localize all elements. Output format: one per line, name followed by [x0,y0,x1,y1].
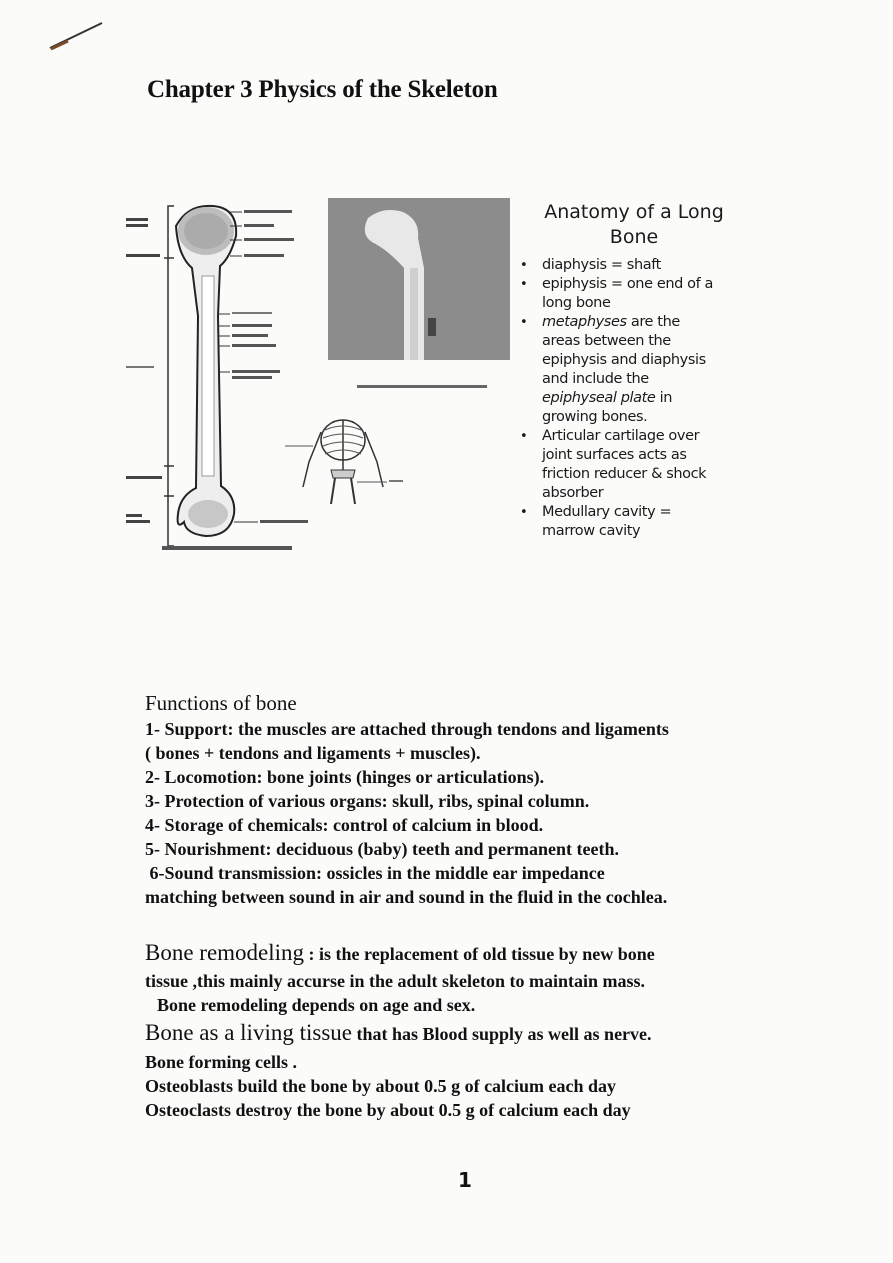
pen-stroke-mark [48,20,108,52]
living-tissue-line: Osteoclasts destroy the bone by about 0.5 g of calcium each day [145,1100,631,1120]
remodeling-line: Bone remodeling : is the replacement of old tissue by new bone [145,940,655,965]
skeleton-figure [283,412,418,512]
anatomy-list [520,256,748,541]
femur-xray-photo [328,198,510,360]
anatomy-long-bone-panel [520,200,748,541]
remodeling-line: Bone remodeling depends on age and sex. [157,995,476,1015]
functions-heading: Functions of bone [145,691,297,715]
page-number: 1 [458,1168,472,1192]
remodeling-section [145,938,785,1122]
living-tissue-line: Bone forming cells . [145,1052,297,1072]
remodeling-line: tissue ,this mainly accurse in the adult skeleton to maintain mass. [145,971,646,991]
list-item: • epiphysis = one end of a long bone [520,275,748,313]
function-line: 1- Support: the muscles are attached through tendons and ligaments [145,719,669,739]
living-tissue-term: Bone as a living tissue [145,1020,352,1045]
functions-section [145,690,785,909]
function-line: matching between sound in air and sound in the fluid in the cochlea. [145,887,668,907]
list-item: • Medullary cavity = marrow cavity [520,503,748,541]
anatomy-title: Anatomy of a Long Bone [544,201,724,248]
list-item: • Articular cartilage over joint surfaces acts as friction reducer & shock absorber [520,427,748,503]
function-line: 6-Sound transmission: ossicles in the middle ear impedance [145,863,605,883]
xray-caption [357,384,487,390]
function-line: ( bones + tendons and ligaments + muscles). [145,743,481,763]
living-tissue-line: Osteoblasts build the bone by about 0.5 g of calcium each day [145,1076,617,1096]
function-line: 4- Storage of chemicals: control of calcium in blood. [145,815,544,835]
page-title: Chapter 3 Physics of the Skeleton [147,76,498,103]
function-line: 2- Locomotion: bone joints (hinges or articulations). [145,767,545,787]
remodeling-term: Bone remodeling [145,940,305,965]
list-item: • metaphyses are the areas between the epiphysis and diaphysis and include the epiphyseal plate in growing bones. [520,313,748,427]
function-line: 3- Protection of various organs: skull, ribs, spinal column. [145,791,590,811]
living-tissue-line: Bone as a living tissue that has Blood supply as well as nerve. [145,1020,652,1045]
function-line: 5- Nourishment: deciduous (baby) teeth and permanent teeth. [145,839,619,859]
list-item: • diaphysis = shaft [520,256,748,275]
